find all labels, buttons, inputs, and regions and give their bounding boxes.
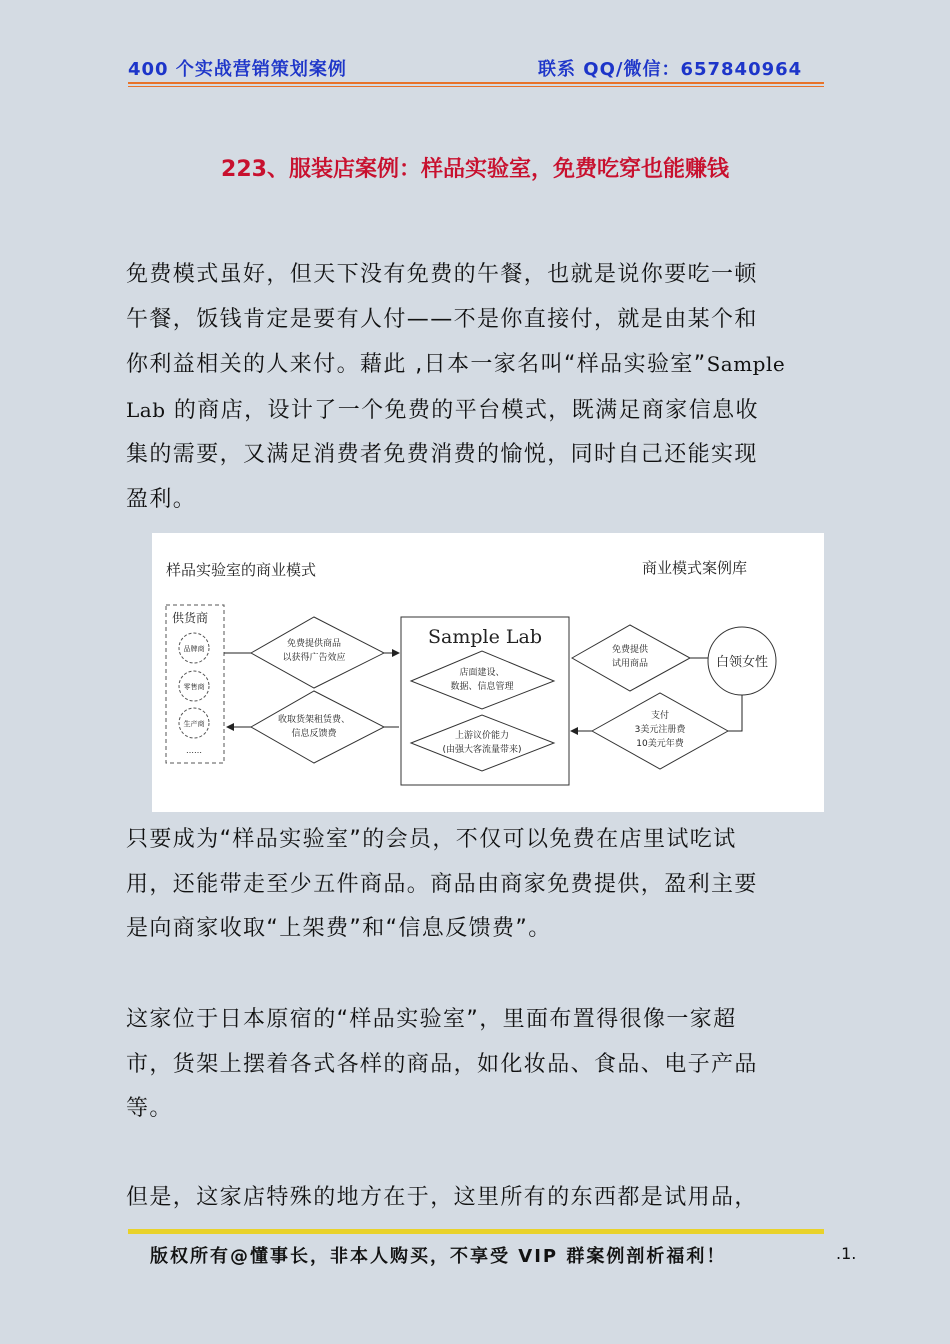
diamond-text: 支付 — [650, 711, 670, 721]
diamond-text: 数据、信息管理 — [450, 682, 514, 692]
diamond-text: 免费提供 — [611, 645, 649, 655]
article-title: 223、服装店案例：样品实验室，免费吃穿也能赚钱 — [221, 157, 729, 182]
supplier-item: 品牌商 — [183, 645, 205, 653]
text-line: 但是，这家店特殊的地方在于，这里所有的东西都是试用品， — [126, 1185, 758, 1210]
figure-title: 样品实验室的商业模式 — [166, 561, 317, 579]
diamond-text: 免费提供商品 — [286, 639, 342, 649]
text-line: 盈利。 — [126, 486, 197, 512]
diamond-text: 3美元注册费 — [634, 725, 686, 735]
diamond-text: 试用商品 — [611, 659, 649, 669]
diamond-text: 信息反馈费 — [291, 729, 337, 739]
text-line: 市，货架上摆着各式各样的商品，如化妆品、食品、电子产品 — [126, 1051, 758, 1077]
text-line: 你利益相关的人来付。藉此 ,日本一家名叫“样品实验室”Sample — [126, 352, 786, 377]
paragraph-intro — [126, 253, 826, 522]
page-number: .1. — [836, 1244, 857, 1263]
paragraph-special — [126, 1176, 826, 1221]
diamond-text: 10美元年费 — [636, 739, 684, 749]
supplier-item: 零售商 — [183, 683, 205, 691]
header-contact: 联系 QQ/微信：657840964 — [538, 59, 803, 80]
text-line: 这家位于日本原宿的“样品实验室”，里面布置得很像一家超 — [126, 1007, 737, 1032]
diamond-text: (由强大客流量带来) — [442, 745, 522, 755]
supplier-label: 供货商 — [172, 611, 209, 625]
diamond-text: 上游议价能力 — [454, 731, 510, 741]
lab-word: Lab — [126, 397, 166, 422]
diamond-text: 收取货架租赁费、 — [277, 715, 351, 725]
text-line: 等。 — [126, 1096, 173, 1121]
sample-lab-label: Sample Lab — [428, 626, 542, 648]
customer-label: 白领女性 — [715, 655, 769, 670]
text-line: 午餐，饭钱肯定是要有人付——不是你直接付，就是由某个和 — [126, 306, 758, 332]
figure-source: 商业模式案例库 — [642, 559, 748, 577]
supplier-item: …… — [186, 746, 202, 755]
paragraph-membership — [126, 818, 826, 952]
diamond-text: 以获得广告效应 — [282, 653, 346, 663]
flow-diamond — [411, 715, 554, 771]
text-line: Lab 的商店，设计了一个免费的平台模式，既满足商家信息收 — [126, 397, 759, 423]
flow-diamond — [251, 691, 384, 763]
text-line: 只要成为“样品实验室”的会员，不仅可以免费在店里试吃试 — [126, 827, 737, 852]
business-model-figure — [152, 533, 824, 812]
text-line: 用，还能带走至少五件商品。商品由商家免费提供，盈利主要 — [126, 871, 758, 897]
flow-diamond — [411, 651, 554, 709]
sample-word: Sample — [706, 352, 786, 376]
diamond-text: 店面建设、 — [459, 668, 505, 678]
footer-copyright: 版权所有@懂事长，非本人购买，不享受 VIP 群案例剖析福利！ — [150, 1246, 727, 1267]
text-line: 免费模式虽好，但天下没有免费的午餐，也就是说你要吃一顿 — [126, 262, 758, 287]
paragraph-location — [126, 998, 826, 1132]
header-divider — [128, 82, 824, 84]
text-line: 是向商家收取“上架费”和“信息反馈费”。 — [126, 916, 552, 941]
footer-divider — [128, 1229, 824, 1234]
flow-diamond — [572, 625, 690, 691]
header-left-title: 400 个实战营销策划案例 — [128, 59, 347, 80]
text-line: 集的需要，又满足消费者免费消费的愉悦，同时自己还能实现 — [126, 442, 758, 467]
header-divider-thin — [128, 86, 824, 87]
supplier-item: 生产商 — [183, 720, 205, 728]
